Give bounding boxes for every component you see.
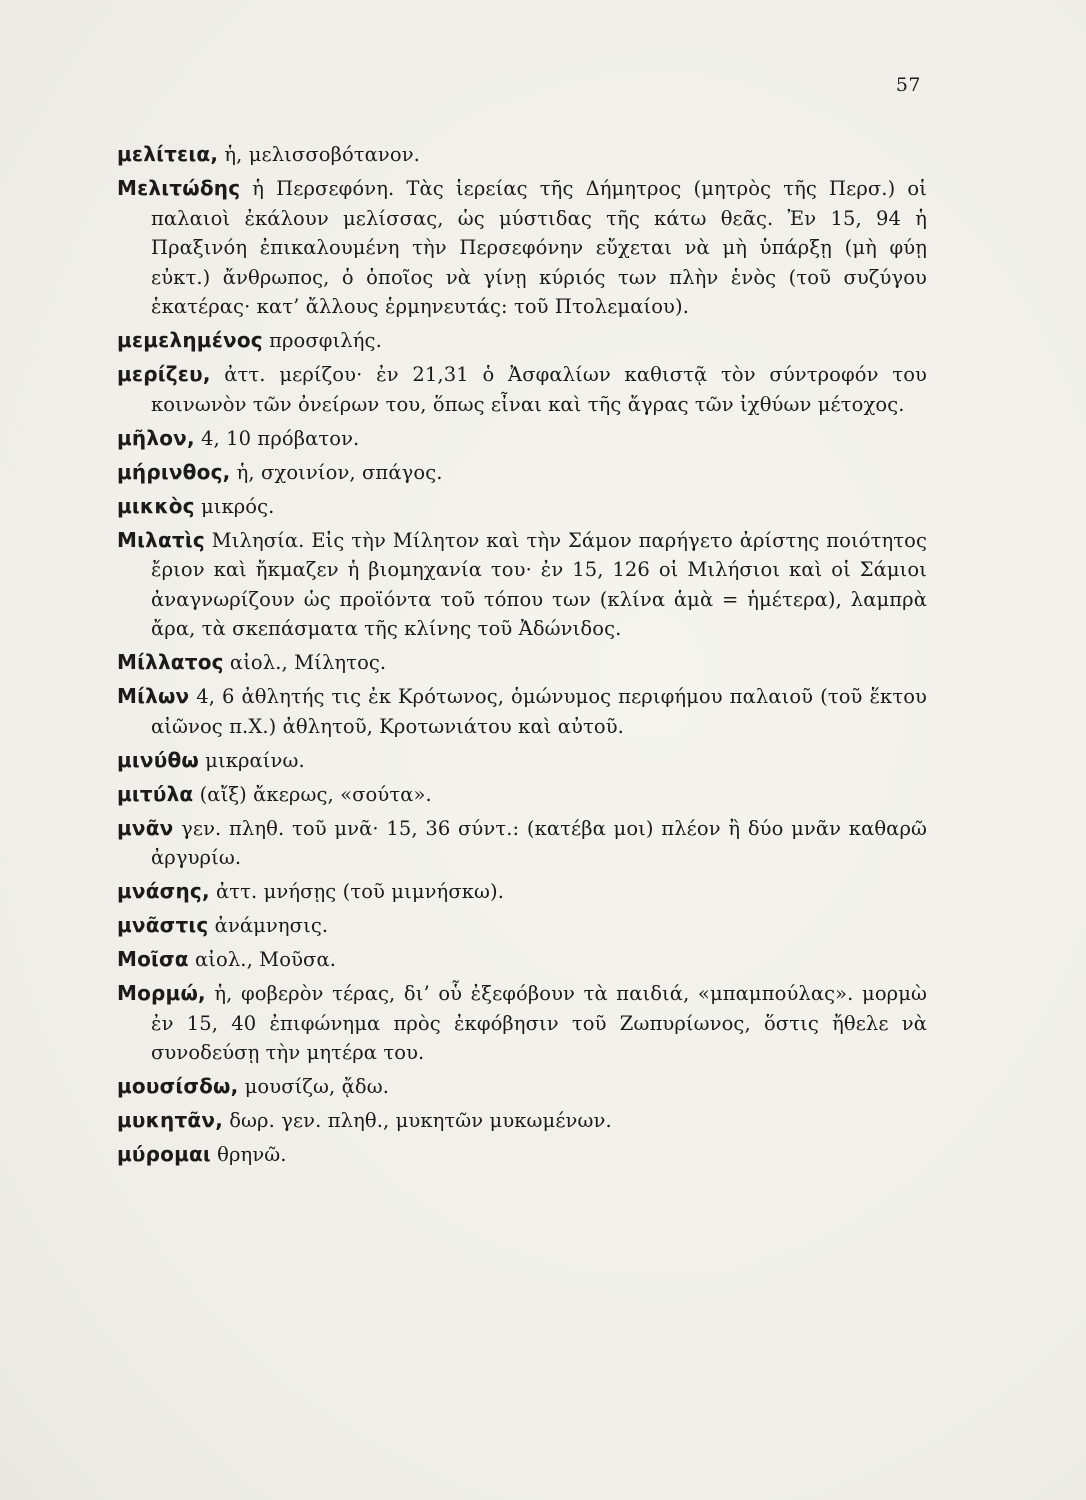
entry-lemma: μελίτεια, bbox=[117, 142, 219, 166]
entry-lemma: μήρινθος, bbox=[117, 459, 231, 484]
glossary-entry bbox=[117, 746, 927, 776]
glossary-entry bbox=[117, 526, 927, 644]
glossary-entry bbox=[117, 326, 927, 356]
entry-lemma: Μίλλατος bbox=[117, 650, 224, 674]
entry-definition: ἡ, φοβερὸν τέρας, δι’ οὗ ἐξεφόβουν τὰ παιδιά, «μπαμπούλας». μορμὼ ἐν 15, 40 ἐπιφώνημα πρὸς ἐκφόβησιν τοῦ Ζωπυρίωνος, ὅστις ἤθελε νὰ συνοδεύσῃ τὴν μητέρα του. bbox=[151, 982, 927, 1064]
glossary-entry bbox=[117, 911, 927, 941]
entry-definition: μικρός. bbox=[200, 494, 275, 518]
glossary-entry bbox=[117, 360, 927, 419]
entry-lemma: μῆλον, bbox=[117, 425, 195, 450]
entry-lemma: Μορμώ, bbox=[117, 981, 206, 1005]
entry-definition: (αἴξ) ἄκερως, «σούτα». bbox=[199, 782, 432, 806]
glossary-entry bbox=[117, 492, 927, 522]
glossary-entry bbox=[117, 979, 927, 1068]
glossary-entry bbox=[117, 174, 927, 322]
entry-lemma: μνάσης, bbox=[117, 879, 210, 903]
entry-definition: γεν. πληθ. τοῦ μνᾶ· 15, 36 σύντ.: (κατέβα μοι) πλέον ἢ δύο μνᾶν καθαρῶ ἀργυρίω. bbox=[151, 816, 928, 869]
glossary-entry bbox=[117, 648, 927, 678]
entry-definition: 4, 10 πρόβατον. bbox=[200, 426, 360, 450]
entry-definition: μικραίνω. bbox=[205, 748, 305, 772]
entry-lemma: μυκητᾶν, bbox=[117, 1108, 223, 1132]
glossary-entries bbox=[117, 140, 927, 1174]
page-number: 57 bbox=[895, 74, 921, 96]
entry-lemma: Μιλατὶς bbox=[117, 527, 205, 552]
glossary-entry bbox=[117, 424, 927, 454]
entry-lemma: μνᾶν bbox=[117, 815, 174, 840]
entry-lemma: μερίζευ, bbox=[117, 362, 211, 386]
glossary-entry bbox=[117, 140, 927, 170]
entry-lemma: μικκὸς bbox=[117, 493, 195, 518]
entry-definition: αἰολ., Μοῦσα. bbox=[194, 948, 337, 971]
entry-lemma: μύρομαι bbox=[117, 1142, 211, 1166]
entry-lemma: μουσίσδω, bbox=[117, 1074, 239, 1098]
entry-definition: ἡ, μελισσοβότανον. bbox=[224, 143, 420, 166]
entry-definition: 4, 6 ἀθλητής τις ἐκ Κρότωνος, ὁμώνυμος περιφήμου παλαιοῦ (τοῦ ἕκτου αἰῶνος π.Χ.) ἀθλητοῦ, Κροτωνιάτου καὶ αὐτοῦ. bbox=[151, 685, 928, 738]
glossary-entry bbox=[117, 945, 927, 975]
entry-definition: Μιλησία. Εἰς τὴν Μίλητον καὶ τὴν Σάμον παρήγετο ἀρίστης ποιότητος ἔριον καὶ ἤκμαζεν ἡ βιομηχανία του· ἐν 15, 126 οἱ Μιλήσιοι καὶ οἱ Σάμιοι ἀναγνωρίζουν ὡς προϊόντα τοῦ τόπου των (κλίνα ἁμὰ = ἡμέτερα), λαμπρὰ ἄρα, τὰ σκεπάσματα τῆς κλίνης τοῦ Ἀδώνιδος. bbox=[151, 528, 927, 640]
entry-definition: θρηνῶ. bbox=[217, 1143, 287, 1166]
entry-lemma: μινύθω bbox=[117, 747, 199, 772]
entry-lemma: μνᾶστις bbox=[117, 913, 209, 937]
entry-lemma: μεμελημένος bbox=[117, 328, 263, 352]
entry-definition: δωρ. γεν. πληθ., μυκητῶν μυκωμένων. bbox=[229, 1109, 612, 1132]
entry-lemma: Μοῖσα bbox=[117, 947, 189, 971]
entry-definition: μουσίζω, ᾄδω. bbox=[244, 1075, 390, 1098]
entry-definition: ἡ, σχοινίον, σπάγος. bbox=[236, 460, 443, 484]
entry-lemma: μιτύλα bbox=[117, 781, 194, 806]
glossary-entry bbox=[117, 682, 927, 741]
entry-definition: ἀνάμνησις. bbox=[214, 914, 329, 937]
entry-lemma: Μελιτώδης bbox=[117, 176, 241, 200]
entry-definition: προσφιλής. bbox=[269, 329, 382, 352]
entry-definition: ἀττ. μερίζου· ἐν 21,31 ὁ Ἀσφαλίων καθιστᾷ τὸν σύντροφόν του κοινωνὸν τῶν ὀνείρων του, ὅπως εἶναι καὶ τῆς ἄγρας τῶν ἰχθύων μέτοχος. bbox=[151, 363, 927, 416]
glossary-entry bbox=[117, 877, 927, 907]
entry-lemma: Μίλων bbox=[117, 684, 190, 708]
entry-definition: ἀττ. μνήσῃς (τοῦ μιμνήσκω). bbox=[215, 880, 505, 903]
glossary-entry bbox=[117, 1140, 927, 1170]
glossary-entry bbox=[117, 458, 927, 488]
entry-definition: αἰολ., Μίλητος. bbox=[229, 651, 387, 674]
glossary-entry bbox=[117, 780, 927, 810]
entry-definition: ἡ Περσεφόνη. Τὰς ἱερείας τῆς Δήμητρος (μητρὸς τῆς Περσ.) οἱ παλαιοὶ ἐκάλουν μελίσσας, ὡς μύστιδας τῆς κάτω θεᾶς. Ἐν 15, 94 ἡ Πραξινόη ἐπικαλουμένη τὴν Περσεφόνην εὔχεται νὰ μὴ ὑπάρξῃ (μὴ φύῃ εὐκτ.) ἄνθρωπος, ὁ ὁποῖος νὰ γίνῃ κύριός των πλὴν ἑνὸς (τοῦ συζύγου ἑκατέρας· κατ’ ἄλλους ἑρμηνευτάς: τοῦ Πτολεμαίου). bbox=[151, 177, 927, 318]
glossary-entry bbox=[117, 1106, 927, 1136]
glossary-entry bbox=[117, 1072, 927, 1102]
glossary-entry bbox=[117, 814, 927, 873]
